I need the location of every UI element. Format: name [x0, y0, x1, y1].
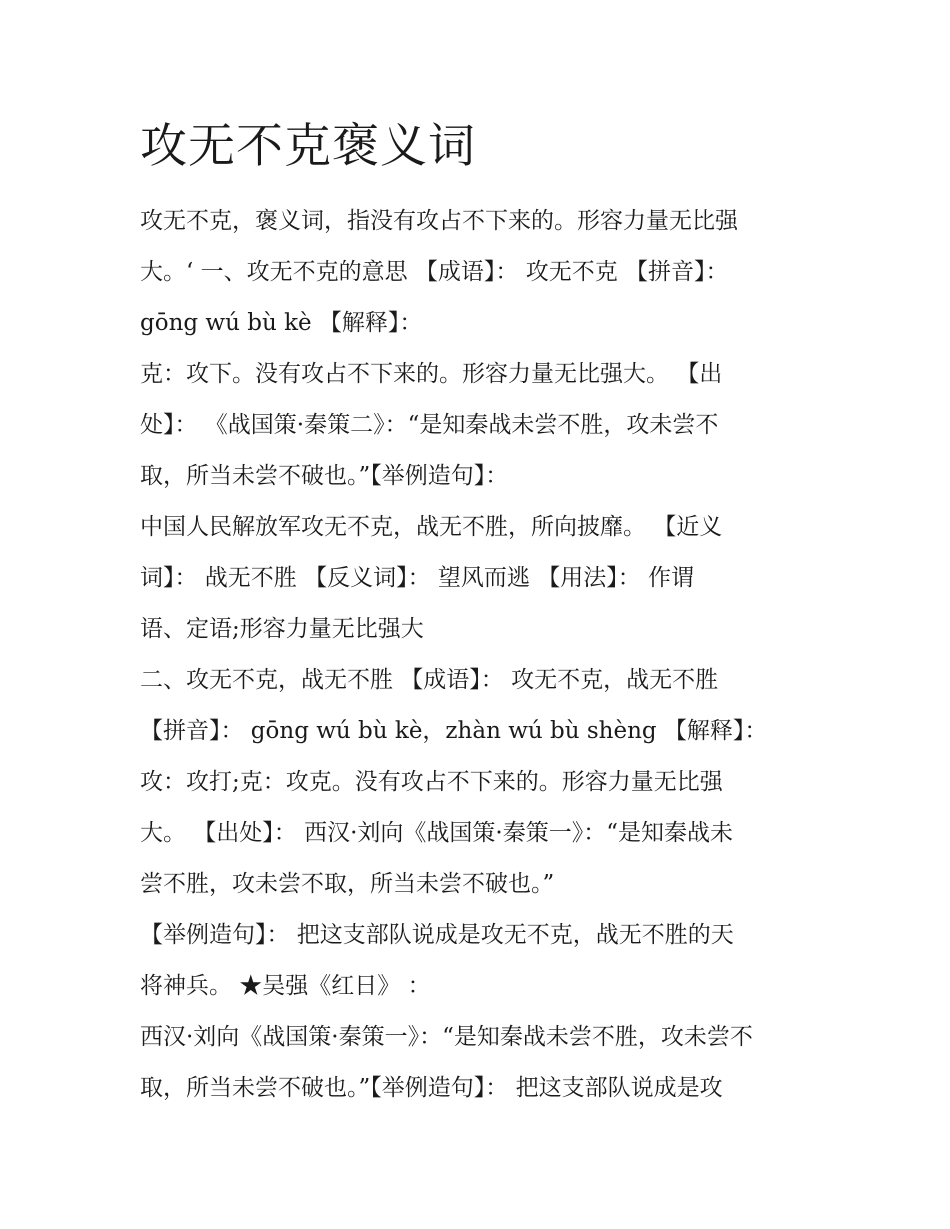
body-line: 大。‘ 一、攻无不克的意思 【成语】： 攻无不克 【拼音】： — [140, 259, 729, 285]
body-line: 大。 【出处】： 西汉·刘向《战国策·秦策一》：“是知秦战未 — [140, 820, 734, 846]
body-line: 处】： 《战国策·秦策二》：“是知秦战未尝不胜，攻未尝不 — [140, 412, 719, 438]
body-line: 中国人民解放军攻无不克，战无不胜，所向披靡。 【近义 — [140, 514, 723, 540]
body-line: 【拼音】： gōng wú bù kè，zhàn wú bù shèng 【解释】： — [140, 718, 768, 744]
body-line: 二、攻无不克，战无不胜 【成语】： 攻无不克，战无不胜 — [140, 667, 719, 693]
body-line: 将神兵。 ★吴强《红日》 ： — [140, 973, 431, 999]
body-line: 西汉·刘向《战国策·秦策一》：“是知秦战未尝不胜，攻未尝不 — [140, 1024, 753, 1050]
body-line: 尝不胜，攻未尝不取，所当未尝不破也。” — [140, 871, 555, 897]
body-line: 攻无不克，褒义词，指没有攻占不下来的。形容力量无比强 — [140, 208, 738, 234]
body-line: gōng wú bù kè 【解释】： — [140, 310, 423, 336]
body-line: 词】： 战无不胜 【反义词】： 望风而逃 【用法】： 作谓 — [140, 565, 695, 591]
document-body — [140, 196, 830, 1114]
body-line: 克：攻下。没有攻占不下来的。形容力量无比强大。 【出 — [140, 361, 723, 387]
body-line: 语、定语;形容力量无比强大 — [140, 616, 424, 642]
body-line: 攻：攻打;克：攻克。没有攻占不下来的。形容力量无比强 — [140, 769, 723, 795]
document-title: 攻无不克褒义词 — [140, 119, 476, 174]
body-line: 取，所当未尝不破也。”【举例造句】： 把这支部队说成是攻 — [140, 1075, 723, 1101]
body-line: 【举例造句】： 把这支部队说成是攻无不克，战无不胜的天 — [140, 922, 734, 948]
body-line: 取，所当未尝不破也。”【举例造句】： — [140, 463, 509, 489]
